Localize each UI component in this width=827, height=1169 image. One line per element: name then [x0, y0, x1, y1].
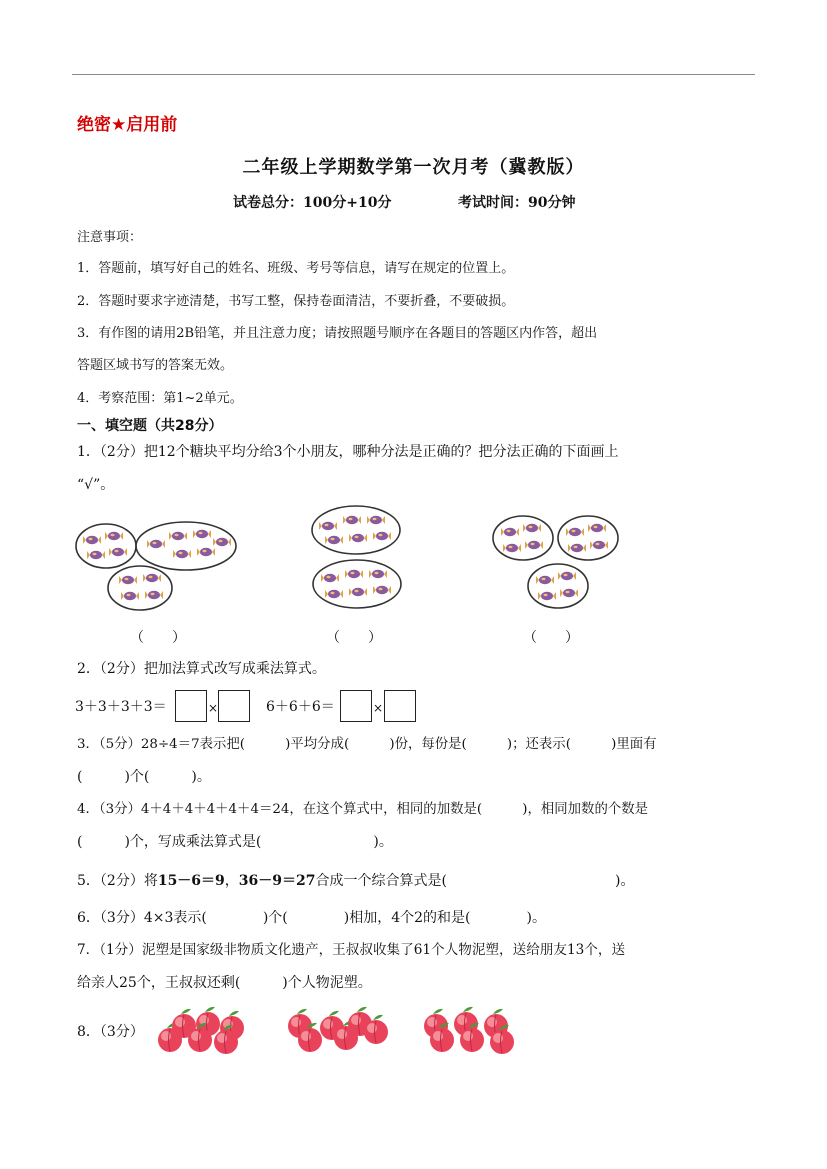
answer-box[interactable] — [384, 690, 416, 722]
q5-separator: ， — [224, 873, 239, 889]
candy-groupings-image — [72, 500, 632, 620]
notice-item: 1．答题前，填写好自己的姓名、班级、考号等信息，请写在规定的位置上。 — [77, 261, 515, 276]
notice-item: 3．有作图的请用2B铅笔，并且注意力度；请按照题号顺序在各题目的答题区内作答，超出 — [77, 326, 598, 341]
answer-blank-a[interactable]: （ ） — [130, 630, 186, 646]
time-limit: 考试时间：90分钟 — [458, 195, 576, 211]
q5-suffix: 合成一个综合算式是( )。 — [315, 873, 635, 889]
question-6: 6．（3分）4×3表示( )个( )相加，4个2的和是( )。 — [77, 910, 546, 926]
question-3-cont: ( )个( )。 — [77, 769, 211, 785]
times-sign: × — [373, 701, 384, 715]
answer-blank-c[interactable]: （ ） — [523, 630, 579, 646]
question-5 — [77, 872, 634, 890]
times-sign: × — [208, 701, 219, 715]
secret-label: 绝密★启用前 — [77, 115, 178, 135]
answer-box[interactable] — [218, 690, 250, 722]
notice-item: 4．考察范围：第1~2单元。 — [77, 391, 243, 406]
peaches-image — [150, 1004, 530, 1056]
answer-blank-b[interactable]: （ ） — [326, 630, 382, 646]
question-7: 7．（1分）泥塑是国家级非物质文化遗产，王叔叔收集了61个人物泥塑，送给朋友13个，送 — [77, 942, 626, 958]
question-3: 3．（5分）28÷4＝7表示把( )平均分成( )份，每份是( )；还表示( )里面有 — [77, 737, 657, 752]
top-rule — [72, 74, 755, 75]
question-1-cont: “√”。 — [77, 477, 115, 493]
notice-item: 答题区域书写的答案无效。 — [77, 358, 234, 373]
answer-box[interactable] — [340, 690, 372, 722]
q2-expression-2: 6＋6＋6＝ — [266, 699, 335, 715]
q5-prefix: 5．（2分）将 — [77, 873, 158, 889]
notice-item: 2．答题时要求字迹清楚，书写工整，保持卷面清洁，不要折叠，不要破损。 — [77, 294, 515, 309]
q2-expression-1: 3＋3＋3＋3＝ — [75, 699, 167, 715]
section-heading: 一、填空题（共28分） — [77, 418, 223, 434]
question-8: 8．（3分） — [77, 1024, 144, 1040]
question-7-cont: 给亲人25个，王叔叔还剩( )个人物泥塑。 — [77, 975, 372, 991]
notice-heading: 注意事项： — [77, 230, 143, 245]
question-4-cont: ( )个，写成乘法算式是( )。 — [77, 834, 393, 850]
q5-equation-2: 36－9＝27 — [238, 873, 316, 889]
page-title: 二年级上学期数学第一次月考（冀教版） — [242, 157, 585, 178]
answer-box[interactable] — [175, 690, 207, 722]
total-score: 试卷总分：100分+10分 — [233, 195, 392, 211]
question-4: 4．（3分）4＋4＋4＋4＋4＋4＝24，在这个算式中，相同的加数是( )，相同加数的个数是 — [77, 802, 649, 817]
question-1: 1．（2分）把12个糖块平均分给3个小朋友，哪种分法是正确的？把分法正确的下面画上 — [77, 444, 619, 460]
q5-equation-1: 15－6＝9 — [157, 873, 225, 889]
question-2: 2．（2分）把加法算式改写成乘法算式。 — [77, 661, 326, 677]
